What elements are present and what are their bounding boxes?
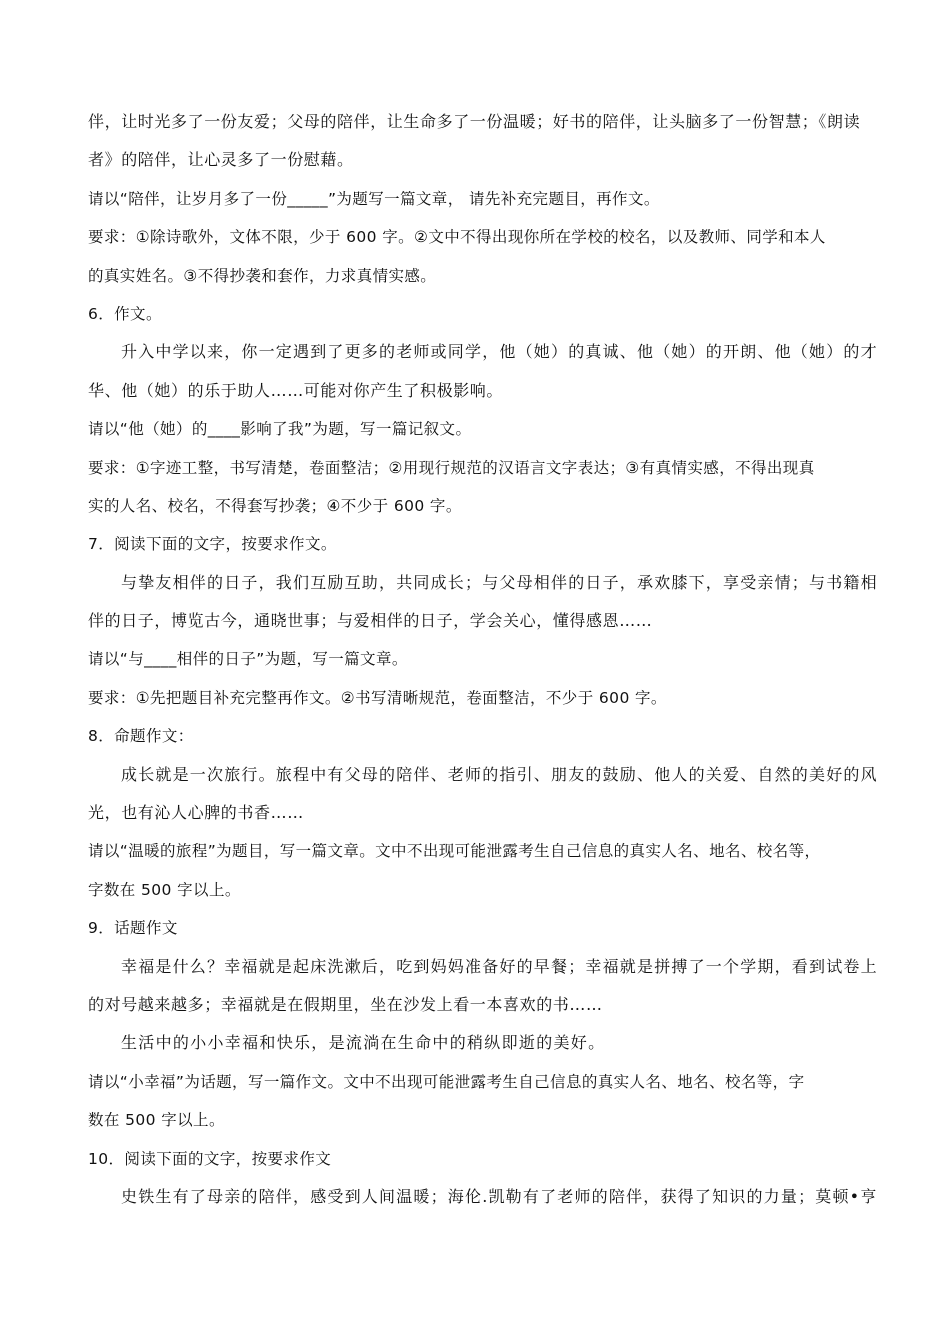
text-line: 实的人名、校名，不得套写抄袭；④不少于 600 字。 bbox=[88, 496, 462, 515]
text-line: 史铁生有了母亲的陪伴，感受到人间温暖；海伦.凯勒有了老师的陪伴，获得了知识的力量；莫顿•亨 bbox=[121, 1186, 878, 1206]
text-line: 请以“与____相伴的日子”为题，写一篇文章。 bbox=[88, 650, 408, 669]
text-line: 的真实姓名。③不得抄袭和套作，力求真情实感。 bbox=[88, 266, 437, 285]
text-line: 伴，让时光多了一份友爱；父母的陪伴，让生命多了一份温暖；好书的陪伴，让头脑多了一份智慧；《朗读 bbox=[88, 112, 861, 131]
text-line: 请以“温暖的旅程”为题目，写一篇文章。文中不出现可能泄露考生自己信息的真实人名、地名、校名等， bbox=[88, 842, 821, 861]
text-line: 数在 500 字以上。 bbox=[88, 1111, 225, 1130]
text-line: 升入中学以来，你一定遇到了更多的老师或同学，他（她）的真诚、他（她）的开朗、他（她）的才 bbox=[121, 342, 878, 362]
text-line: 请以“小幸福”为话题，写一篇作文。文中不出现可能泄露考生自己信息的真实人名、地名、校名等，字 bbox=[88, 1072, 805, 1091]
text-line: 10．阅读下面的文字，按要求作文 bbox=[88, 1149, 332, 1168]
text-line: 者》的陪伴，让心灵多了一份慰藉。 bbox=[88, 150, 354, 170]
text-line: 伴的日子，博览古今，通晓世事；与爱相伴的日子，学会关心，懂得感恩…… bbox=[88, 611, 653, 631]
text-line: 要求：①除诗歌外，文体不限，少于 600 字。②文中不得出现你所在学校的校名，以及教师、同学和本人 bbox=[88, 228, 826, 247]
text-line: 要求：①先把题目补充完整再作文。②书写清晰规范，卷面整洁，不少于 600 字。 bbox=[88, 688, 667, 707]
text-line: 光，也有沁人心脾的书香…… bbox=[88, 803, 304, 823]
text-line: 请以“陪伴，让岁月多了一份_____”为题写一篇文章， 请先补充完题目，再作文。 bbox=[88, 189, 660, 208]
text-line: 要求：①字迹工整，书写清楚，卷面整洁；②用现行规范的汉语言文字表达；③有真情实感，不得出现真 bbox=[88, 458, 815, 477]
text-line: 幸福是什么？幸福就是起床洗漱后，吃到妈妈准备好的早餐；幸福就是拼搏了一个学期，看到试卷上 bbox=[121, 956, 878, 976]
text-line: 9．话题作文 bbox=[88, 919, 178, 938]
text-line: 字数在 500 字以上。 bbox=[88, 880, 241, 899]
text-line: 8．命题作文： bbox=[88, 727, 194, 746]
text-line: 华、他（她）的乐于助人……可能对你产生了积极影响。 bbox=[88, 380, 504, 400]
text-line: 与挚友相伴的日子，我们互励互助，共同成长；与父母相伴的日子，承欢膝下，享受亲情；与书籍相 bbox=[121, 572, 878, 592]
document-page bbox=[88, 112, 878, 1225]
text-line: 7．阅读下面的文字，按要求作文。 bbox=[88, 535, 337, 554]
text-line: 请以“他（她）的____影响了我”为题，写一篇记叙文。 bbox=[88, 420, 472, 439]
text-line: 成长就是一次旅行。旅程中有父母的陪伴、老师的指引、朋友的鼓励、他人的关爱、自然的美好的风 bbox=[121, 764, 878, 784]
text-line: 生活中的小小幸福和快乐，是流淌在生命中的稍纵即逝的美好。 bbox=[121, 1033, 606, 1053]
text-line: 6．作文。 bbox=[88, 304, 162, 323]
text-line: 的对号越来越多；幸福就是在假期里，坐在沙发上看一本喜欢的书…… bbox=[88, 994, 603, 1014]
